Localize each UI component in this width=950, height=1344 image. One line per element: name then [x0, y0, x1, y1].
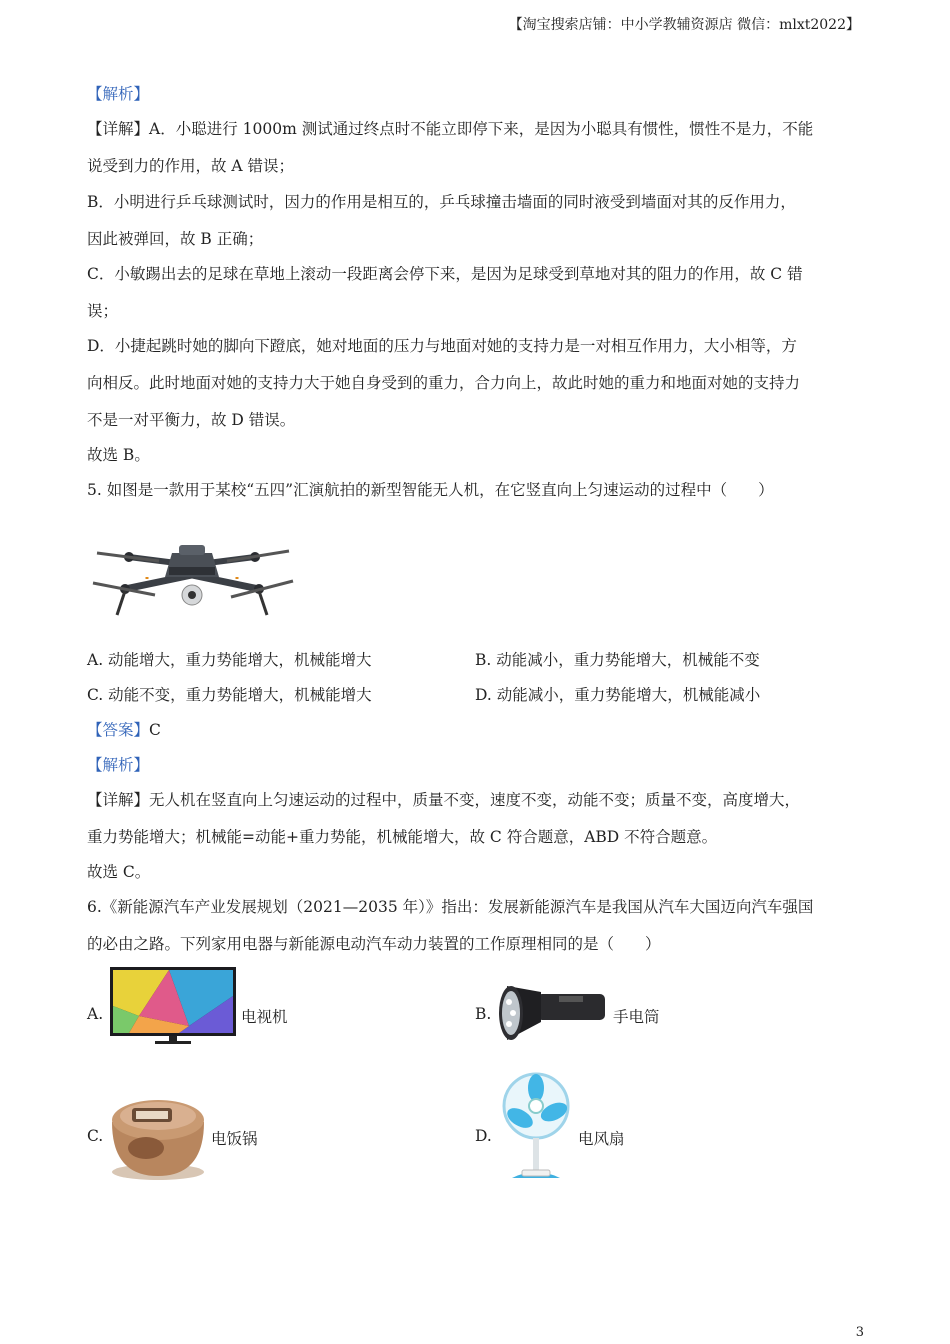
- option-a-label: 电视机: [241, 1008, 288, 1026]
- electric-fan-icon: [500, 1072, 574, 1184]
- option-c-letter: C.: [87, 1127, 104, 1145]
- option-d: D. 动能减小，重力势能增大，机械能减小: [475, 686, 761, 704]
- answer-line: [87, 718, 161, 740]
- page-number: 3: [855, 1325, 864, 1340]
- option-d-label: 电风扇: [578, 1130, 625, 1148]
- detail-tag: 【详解】: [87, 120, 150, 138]
- option-b: B. 动能减小，重力势能增大，机械能不变: [475, 651, 760, 669]
- option-c-label: 电饭锅: [211, 1130, 258, 1148]
- option-b-label: 手电筒: [613, 1008, 660, 1026]
- analysis-tag: 【解析】: [87, 85, 150, 103]
- detail-line: 说受到力的作用，故 A 错误；: [87, 157, 295, 175]
- detail-line: B．小明进行乒乓球测试时，因力的作用是相互的，乒乓球撞击墙面的同时液受到墙面对其的反作用力，: [87, 193, 796, 211]
- question-6-line: 6.《新能源汽车产业发展规划（2021—2035 年）》指出：发展新能源汽车是我国从汽车大国迈向汽车强国: [87, 898, 814, 916]
- detail-line: 不是一对平衡力，故 D 错误。: [87, 411, 296, 429]
- detail-line: 【详解】A．小聪进行 1000m 测试通过终点时不能立即停下来，是因为小聪具有惯性，惯性不是力，不能: [87, 120, 814, 138]
- detail-line: 误；: [87, 302, 119, 320]
- answer-value: C: [149, 721, 161, 739]
- detail-line: C．小敏踢出去的足球在草地上滚动一段距离会停下来，是因为足球受到草地对其的阻力的作用，故 C 错: [87, 265, 803, 283]
- option-a-letter: A.: [87, 1005, 104, 1023]
- detail-line: 故选 C。: [87, 863, 151, 881]
- detail-tag: 【详解】: [87, 791, 150, 809]
- page-header: 【淘宝搜索店铺：中小学教辅资源店 微信：mlxt2022】: [508, 17, 860, 33]
- detail-line: D．小捷起跳时她的脚向下蹬底，她对地面的压力与地面对她的支持力是一对相互作用力，大小相等，方: [87, 337, 797, 355]
- option-c: C. 动能不变，重力势能增大，机械能增大: [87, 686, 372, 704]
- answer-tag: 【答案】: [87, 721, 150, 739]
- detail-line: 故选 B。: [87, 446, 150, 464]
- option-a: A. 动能增大，重力势能增大，机械能增大: [87, 651, 372, 669]
- rice-cooker-icon: [106, 1092, 210, 1182]
- flashlight-icon: [497, 982, 609, 1044]
- option-b-letter: B.: [475, 1005, 492, 1023]
- detail-line: 因此被弹回，故 B 正确；: [87, 230, 264, 248]
- question-6-line: 的必由之路。下列家用电器与新能源电动汽车动力装置的工作原理相同的是（ ）: [87, 935, 661, 953]
- drone-image: [87, 517, 297, 625]
- detail-line: 【详解】无人机在竖直向上匀速运动的过程中，质量不变，速度不变，动能不变；质量不变，高度增大，: [87, 791, 801, 809]
- question-5: 5. 如图是一款用于某校“五四”汇演航拍的新型智能无人机，在它竖直向上匀速运动的过程中（ ）: [87, 481, 774, 499]
- detail-line: 重力势能增大；机械能=动能+重力势能，机械能增大，故 C 符合题意，ABD 不符合题意。: [87, 828, 718, 846]
- tv-icon: [109, 966, 237, 1046]
- option-d-letter: D.: [475, 1127, 492, 1145]
- detail-line: 向相反。此时地面对她的支持力大于她自身受到的重力，合力向上，故此时她的重力和地面对她的支持力: [87, 374, 801, 392]
- analysis-tag: 【解析】: [87, 756, 150, 774]
